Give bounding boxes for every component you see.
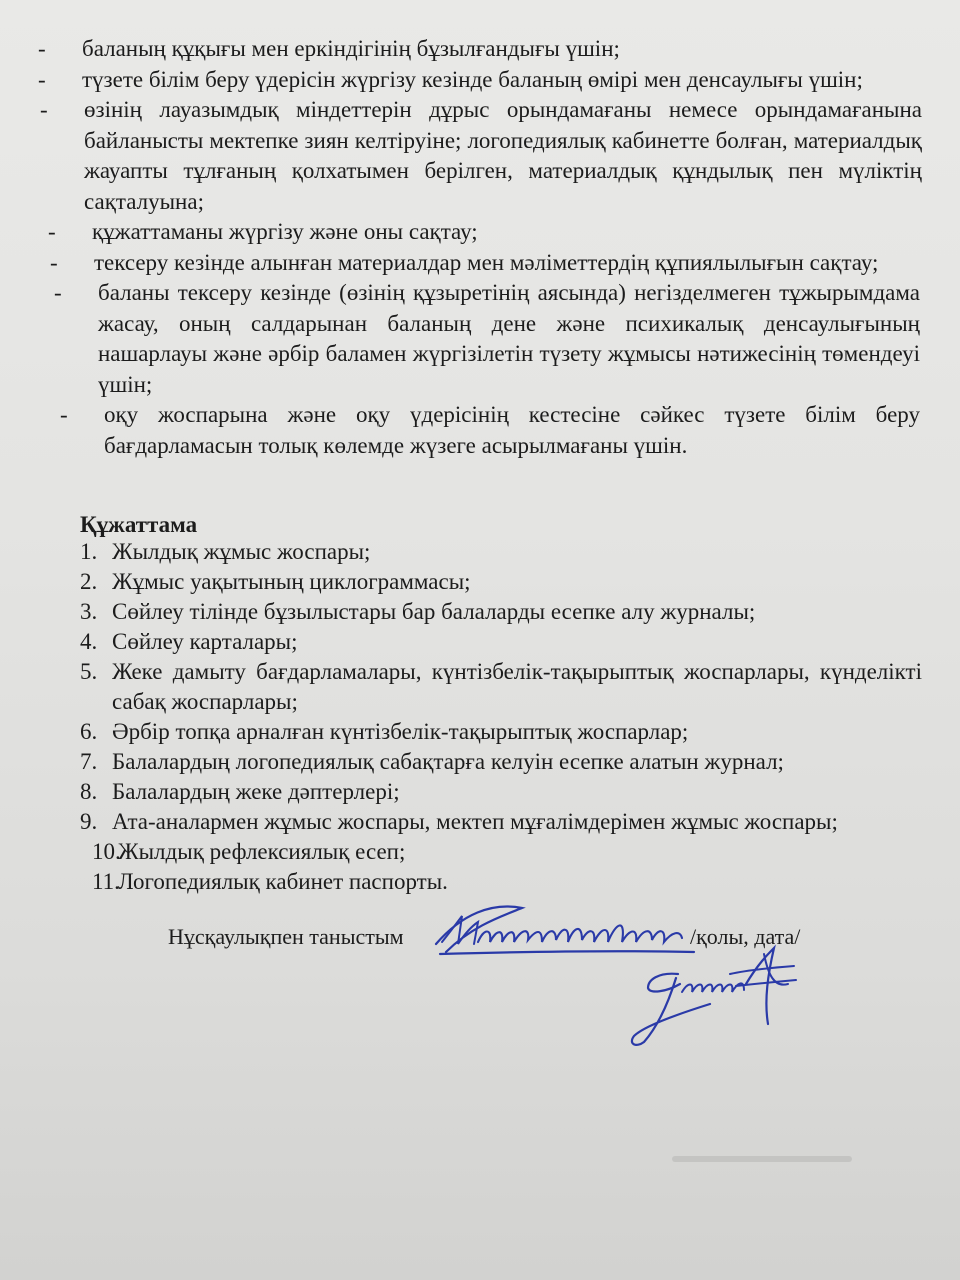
item-text: Жылдық жұмыс жоспары;: [112, 539, 371, 564]
documentation-item: [80, 807, 922, 837]
faint-bleed-through-mark: [672, 1150, 852, 1170]
item-number: 10.: [92, 839, 121, 864]
bullet-dash: -: [38, 66, 46, 92]
documentation-heading: Құжаттама: [80, 512, 198, 537]
item-text: Сөйлеу тілінде бұзылыстары бар балаларды есепке алу журналы;: [112, 599, 756, 624]
responsibility-item: [60, 400, 920, 461]
responsibility-item: [38, 34, 922, 65]
documentation-list: [0, 537, 960, 897]
acknowledgement-text: Нұсқаулықпен таныстым: [168, 924, 404, 949]
responsibility-item: [40, 95, 922, 217]
documentation-item: [80, 567, 922, 597]
item-text: Жылдық рефлексиялық есеп;: [118, 839, 406, 864]
item-text: Ата-аналармен жұмыс жоспары, мектеп мұғалімдерімен жұмыс жоспары;: [112, 809, 838, 834]
item-number: 8.: [80, 779, 98, 804]
item-number: 6.: [80, 719, 98, 744]
acknowledgement-row: [168, 922, 404, 952]
bullet-dash: -: [38, 36, 46, 61]
signature-caption: /қолы, дата/: [690, 924, 801, 949]
responsibility-item: [38, 65, 922, 96]
documentation-item: [92, 837, 928, 867]
bullet-dash: -: [50, 249, 58, 275]
documentation-item: [80, 627, 922, 657]
bullet-dash: -: [48, 219, 56, 244]
documentation-item: [80, 747, 922, 777]
item-text: Логопедиялық кабинет паспорты.: [118, 869, 448, 894]
responsibility-text: оқу жоспарына және оқу үдерісінің кестесіне сәйкес түзете білім беру бағдарламасын толық көлемде жүзеге асырылмағаны үшін.: [104, 402, 920, 458]
responsibility-text: тексеру кезінде алынған материалдар мен мәліметтердің құпиялылығын сақтау;: [94, 249, 879, 275]
signature-image: [618, 944, 798, 1054]
bullet-dash: -: [40, 97, 48, 122]
responsibility-item: [48, 217, 922, 248]
documentation-item: [80, 537, 922, 567]
item-text: Балалардың логопедиялық сабақтарға келуін есепке алатын журнал;: [112, 749, 784, 774]
item-number: 7.: [80, 749, 98, 774]
responsibility-text: баланың құқығы мен еркіндігінің бұзылғандығы үшін;: [82, 36, 620, 61]
item-text: Жұмыс уақытының циклограммасы;: [112, 569, 471, 594]
bullet-dash: -: [60, 402, 68, 427]
documentation-item: [80, 597, 922, 627]
item-number: 2.: [80, 569, 98, 594]
responsibility-item: [54, 278, 920, 400]
responsibility-text: өзінің лауазымдық міндеттерін дұрыс орындамағаны немесе орындамағанына байланысты мектепке зиян келтіруіне; логопедиялық кабинетте болған, материалдық жауапты тұлғаның қолхатымен берілген, материалдық құндылық пен мүліктің сақталуына;: [84, 97, 922, 214]
item-text: Балалардың жеке дәптерлері;: [112, 779, 400, 804]
responsibility-item: [50, 248, 918, 279]
item-text: Сөйлеу карталары;: [112, 629, 298, 654]
item-number: 1.: [80, 539, 98, 564]
responsibility-text: баланы тексеру кезінде (өзінің құзыретінің аясында) негізделмеген тұжырымдама жасау, оның салдарынан баланың дене және психикалық денсаулығының нашарлауы және әрбір баламен жүргізілетін түзету жұмысы нәтижесінің төмендеуі үшін;: [98, 280, 920, 397]
responsibility-text: құжаттаманы жүргізу және оны сақтау;: [92, 219, 478, 244]
item-text: Әрбір топқа арналған күнтізбелік-тақырыптық жоспарлар;: [112, 719, 689, 744]
documentation-item: [80, 777, 922, 807]
item-number: 3.: [80, 599, 98, 624]
item-text: Жеке дамыту бағдарламалары, күнтізбелік-тақырыптық жоспарлары, күнделікті сабақ жоспарлары;: [112, 659, 922, 714]
bullet-dash: -: [54, 280, 62, 305]
item-number: 4.: [80, 629, 98, 654]
documentation-item: [80, 717, 922, 747]
item-number: 5.: [80, 659, 98, 684]
responsibility-list: [0, 34, 960, 461]
item-number: 11.: [92, 869, 120, 894]
documentation-item: [80, 657, 922, 717]
responsibility-text: түзете білім беру үдерісін жүргізу кезінде баланың өмірі мен денсаулығы үшін;: [82, 66, 863, 92]
item-number: 9.: [80, 809, 98, 834]
